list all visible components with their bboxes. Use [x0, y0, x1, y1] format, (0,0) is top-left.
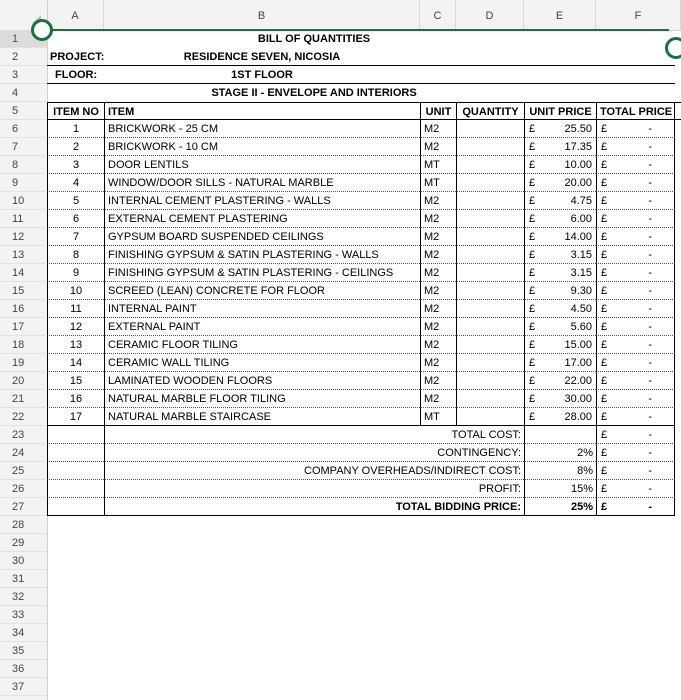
unit-price-value: 25.50 [564, 123, 592, 135]
item-name-cell[interactable]: SCREED (LEAN) CONCRETE FOR FLOOR [104, 282, 420, 300]
currency-symbol: £ [601, 357, 608, 369]
summary-row [47, 480, 681, 498]
summary-percent[interactable]: 8% [524, 462, 596, 480]
currency-symbol: £ [601, 393, 608, 405]
row-header[interactable]: 33 [0, 606, 47, 624]
project-row-blank[interactable] [420, 48, 675, 66]
total-price-cell[interactable] [596, 138, 675, 156]
quantity-cell[interactable] [456, 300, 524, 318]
summary-blank-cell[interactable] [47, 498, 104, 516]
summary-label[interactable]: COMPANY OVERHEADS/INDIRECT COST: [104, 462, 524, 480]
currency-symbol: £ [529, 411, 536, 423]
currency-symbol: £ [601, 249, 608, 261]
item-name-cell[interactable]: NATURAL MARBLE FLOOR TILING [104, 390, 420, 408]
title-row [47, 30, 681, 48]
currency-symbol: £ [601, 267, 608, 279]
row-header[interactable]: 35 [0, 642, 47, 660]
header-item-no[interactable]: ITEM NO [47, 103, 104, 121]
project-row [47, 48, 681, 66]
unit-cell[interactable]: M2 [420, 354, 456, 372]
total-price-cell[interactable] [596, 408, 675, 426]
summary-total-cell[interactable] [596, 426, 675, 444]
unit-cell[interactable]: M2 [420, 336, 456, 354]
row-header[interactable]: 11 [0, 210, 47, 228]
summary-blank-cell[interactable] [47, 480, 104, 498]
row-header[interactable]: 7 [0, 138, 47, 156]
currency-symbol: £ [601, 501, 608, 513]
unit-price-cell[interactable] [524, 282, 596, 300]
item-name-cell[interactable]: GYPSUM BOARD SUSPENDED CEILINGS [104, 228, 420, 246]
table-row [47, 228, 681, 246]
total-price-value: - [648, 321, 652, 333]
row-header[interactable]: 20 [0, 372, 47, 390]
total-price-cell[interactable] [596, 120, 675, 138]
item-no-cell[interactable]: 8 [47, 246, 104, 264]
item-no-cell[interactable]: 9 [47, 264, 104, 282]
item-name-cell[interactable]: NATURAL MARBLE STAIRCASE [104, 408, 420, 426]
currency-symbol: £ [529, 231, 536, 243]
item-name-cell[interactable]: INTERNAL PAINT [104, 300, 420, 318]
row-header[interactable]: 25 [0, 462, 47, 480]
summary-percent[interactable]: 2% [524, 444, 596, 462]
summary-percent[interactable]: 15% [524, 480, 596, 498]
unit-price-cell[interactable] [524, 210, 596, 228]
project-value[interactable]: RESIDENCE SEVEN, NICOSIA [104, 48, 420, 66]
row-header[interactable]: 10 [0, 192, 47, 210]
item-name-cell[interactable]: EXTERNAL CEMENT PLASTERING [104, 210, 420, 228]
currency-symbol: £ [529, 159, 536, 171]
item-no-cell[interactable]: 12 [47, 318, 104, 336]
currency-symbol: £ [601, 231, 608, 243]
row-header[interactable]: 9 [0, 174, 47, 192]
unit-price-value: 20.00 [564, 177, 592, 189]
item-name-cell[interactable]: LAMINATED WOODEN FLOORS [104, 372, 420, 390]
total-price-value: - [648, 159, 652, 171]
summary-total-value: - [648, 465, 652, 477]
item-name-cell[interactable]: EXTERNAL PAINT [104, 318, 420, 336]
summary-percent[interactable]: 25% [524, 498, 596, 516]
unit-price-value: 3.15 [570, 267, 592, 279]
summary-total-cell[interactable] [596, 462, 675, 480]
summary-percent[interactable] [524, 426, 596, 444]
selection-border [47, 29, 669, 31]
row-header[interactable]: 32 [0, 588, 47, 606]
unit-price-cell[interactable] [524, 336, 596, 354]
quantity-cell[interactable] [456, 336, 524, 354]
unit-cell[interactable]: M2 [420, 390, 456, 408]
quantity-cell[interactable] [456, 408, 524, 426]
currency-symbol: £ [529, 285, 536, 297]
header-unit-price[interactable]: UNIT PRICE [524, 103, 596, 121]
item-no-cell[interactable]: 17 [47, 408, 104, 426]
unit-cell[interactable]: M2 [420, 372, 456, 390]
item-no-cell[interactable]: 1 [47, 120, 104, 138]
item-no-cell[interactable]: 16 [47, 390, 104, 408]
total-price-cell[interactable] [596, 246, 675, 264]
row-header[interactable]: 2 [0, 48, 47, 66]
row-header[interactable]: 28 [0, 516, 47, 534]
row-header[interactable]: 15 [0, 282, 47, 300]
unit-price-value: 4.50 [570, 303, 592, 315]
quantity-cell[interactable] [456, 138, 524, 156]
currency-symbol: £ [529, 267, 536, 279]
total-price-value: - [648, 267, 652, 279]
row-header[interactable]: 16 [0, 300, 47, 318]
item-no-cell[interactable]: 2 [47, 138, 104, 156]
currency-symbol: £ [529, 303, 536, 315]
table-row [47, 210, 681, 228]
summary-row [47, 444, 681, 462]
total-price-cell[interactable] [596, 354, 675, 372]
unit-cell[interactable]: M2 [420, 210, 456, 228]
currency-symbol: £ [601, 447, 608, 459]
item-no-cell[interactable]: 15 [47, 372, 104, 390]
floor-label[interactable]: FLOOR: [47, 66, 104, 84]
currency-symbol: £ [529, 321, 536, 333]
header-quantity[interactable]: QUANTITY [456, 103, 524, 121]
floor-row-blank[interactable] [420, 66, 675, 84]
unit-cell[interactable]: M2 [420, 138, 456, 156]
summary-label[interactable]: PROFIT: [104, 480, 524, 498]
total-price-value: - [648, 357, 652, 369]
unit-price-value: 28.00 [564, 411, 592, 423]
currency-symbol: £ [529, 123, 536, 135]
total-price-value: - [648, 231, 652, 243]
row-header[interactable]: 30 [0, 552, 47, 570]
currency-symbol: £ [601, 303, 608, 315]
summary-total-cell[interactable] [596, 480, 675, 498]
row-header[interactable]: 18 [0, 336, 47, 354]
row-header[interactable]: 3 [0, 66, 47, 84]
column-header-b[interactable]: B [104, 0, 420, 30]
unit-cell[interactable]: M2 [420, 228, 456, 246]
currency-symbol: £ [529, 393, 536, 405]
table-row [47, 282, 681, 300]
summary-blank-cell[interactable] [47, 426, 104, 444]
unit-price-value: 4.75 [570, 195, 592, 207]
table-row [47, 246, 681, 264]
total-price-value: - [648, 339, 652, 351]
unit-price-value: 17.35 [564, 141, 592, 153]
unit-price-value: 5.60 [570, 321, 592, 333]
row-header[interactable]: 5 [0, 102, 47, 120]
quantity-cell[interactable] [456, 354, 524, 372]
stage-row [47, 84, 681, 102]
total-price-cell[interactable] [596, 300, 675, 318]
row-header[interactable]: 4 [0, 84, 47, 102]
unit-price-value: 3.15 [570, 249, 592, 261]
currency-symbol: £ [601, 123, 608, 135]
unit-price-cell[interactable] [524, 408, 596, 426]
table-row [47, 408, 681, 426]
item-no-cell[interactable]: 3 [47, 156, 104, 174]
unit-price-value: 15.00 [564, 339, 592, 351]
total-price-cell[interactable] [596, 336, 675, 354]
column-header-f[interactable]: F [596, 0, 681, 30]
item-no-cell[interactable]: 13 [47, 336, 104, 354]
unit-price-cell[interactable] [524, 174, 596, 192]
row-header[interactable]: 26 [0, 480, 47, 498]
unit-price-cell[interactable] [524, 120, 596, 138]
column-header-e[interactable]: E [524, 0, 596, 30]
table-header-row [47, 102, 681, 120]
unit-price-cell[interactable] [524, 246, 596, 264]
total-price-value: - [648, 303, 652, 315]
total-price-value: - [648, 375, 652, 387]
header-unit[interactable]: UNIT [420, 103, 456, 121]
column-header-a[interactable]: A [47, 0, 104, 30]
column-header-d[interactable]: D [456, 0, 524, 30]
row-header[interactable]: 27 [0, 498, 47, 516]
item-no-cell[interactable]: 10 [47, 282, 104, 300]
unit-cell[interactable]: MT [420, 156, 456, 174]
summary-total-value: - [648, 483, 652, 495]
total-price-cell[interactable] [596, 264, 675, 282]
currency-symbol: £ [601, 429, 608, 441]
unit-price-cell[interactable] [524, 318, 596, 336]
table-row [47, 192, 681, 210]
item-name-cell[interactable]: WINDOW/DOOR SILLS - NATURAL MARBLE [104, 174, 420, 192]
quantity-cell[interactable] [456, 228, 524, 246]
item-no-cell[interactable]: 14 [47, 354, 104, 372]
item-no-cell[interactable]: 7 [47, 228, 104, 246]
item-name-cell[interactable]: DOOR LENTILS [104, 156, 420, 174]
row-header[interactable]: 36 [0, 660, 47, 678]
currency-symbol: £ [601, 213, 608, 225]
currency-symbol: £ [601, 411, 608, 423]
currency-symbol: £ [529, 357, 536, 369]
quantity-cell[interactable] [456, 264, 524, 282]
table-row [47, 264, 681, 282]
total-price-cell[interactable] [596, 210, 675, 228]
currency-symbol: £ [529, 141, 536, 153]
unit-price-value: 6.00 [570, 213, 592, 225]
summary-blank-cell[interactable] [47, 462, 104, 480]
item-name-cell[interactable]: BRICKWORK - 10 CM [104, 138, 420, 156]
row-header[interactable]: 23 [0, 426, 47, 444]
unit-price-value: 10.00 [564, 159, 592, 171]
currency-symbol: £ [529, 249, 536, 261]
unit-cell[interactable]: M2 [420, 282, 456, 300]
floor-value[interactable]: 1ST FLOOR [104, 66, 420, 84]
item-no-cell[interactable]: 11 [47, 300, 104, 318]
item-name-cell[interactable]: INTERNAL CEMENT PLASTERING - WALLS [104, 192, 420, 210]
total-price-value: - [648, 249, 652, 261]
row-header[interactable]: 37 [0, 678, 47, 696]
row-header[interactable]: 12 [0, 228, 47, 246]
item-no-cell[interactable]: 6 [47, 210, 104, 228]
summary-label[interactable]: CONTINGENCY: [104, 444, 524, 462]
row-header[interactable]: 31 [0, 570, 47, 588]
row-header[interactable]: 1 [0, 30, 47, 48]
table-row [47, 174, 681, 192]
summary-total-value: - [648, 429, 652, 441]
total-price-value: - [648, 195, 652, 207]
row-header[interactable]: 22 [0, 408, 47, 426]
unit-price-cell[interactable] [524, 354, 596, 372]
summary-total-cell[interactable] [596, 498, 675, 516]
column-header-bar [0, 0, 681, 31]
unit-price-cell[interactable] [524, 264, 596, 282]
item-name-cell[interactable]: BRICKWORK - 25 CM [104, 120, 420, 138]
unit-price-cell[interactable] [524, 156, 596, 174]
summary-row [47, 498, 681, 516]
summary-row [47, 462, 681, 480]
selection-handle-left[interactable] [31, 19, 53, 41]
unit-price-value: 14.00 [564, 231, 592, 243]
unit-price-cell[interactable] [524, 228, 596, 246]
quantity-cell[interactable] [456, 210, 524, 228]
column-header-c[interactable]: C [420, 0, 456, 30]
table-row [47, 354, 681, 372]
row-header[interactable]: 34 [0, 624, 47, 642]
row-header[interactable]: 6 [0, 120, 47, 138]
unit-cell[interactable]: M2 [420, 318, 456, 336]
table-row [47, 336, 681, 354]
unit-cell[interactable]: M2 [420, 264, 456, 282]
unit-price-cell[interactable] [524, 372, 596, 390]
currency-symbol: £ [529, 339, 536, 351]
total-price-value: - [648, 177, 652, 189]
table-row [47, 120, 681, 138]
currency-symbol: £ [601, 159, 608, 171]
total-price-cell[interactable] [596, 174, 675, 192]
row-header[interactable]: 24 [0, 444, 47, 462]
project-label[interactable]: PROJECT: [47, 48, 104, 66]
unit-price-value: 22.00 [564, 375, 592, 387]
total-price-value: - [648, 411, 652, 423]
currency-symbol: £ [601, 177, 608, 189]
currency-symbol: £ [529, 375, 536, 387]
summary-total-value: - [648, 447, 652, 459]
total-price-value: - [648, 123, 652, 135]
total-price-value: - [648, 285, 652, 297]
item-no-cell[interactable]: 5 [47, 192, 104, 210]
quantity-cell[interactable] [456, 318, 524, 336]
unit-cell[interactable]: M2 [420, 246, 456, 264]
quantity-cell[interactable] [456, 174, 524, 192]
currency-symbol: £ [601, 195, 608, 207]
unit-cell[interactable]: MT [420, 174, 456, 192]
table-row [47, 372, 681, 390]
row-header[interactable]: 8 [0, 156, 47, 174]
unit-price-value: 30.00 [564, 393, 592, 405]
item-name-cell[interactable]: FINISHING GYPSUM & SATIN PLASTERING - WALLS [104, 246, 420, 264]
unit-cell[interactable]: M2 [420, 192, 456, 210]
selection-handle-right[interactable] [665, 37, 681, 59]
total-price-cell[interactable] [596, 372, 675, 390]
header-total-price[interactable]: TOTAL PRICE [596, 103, 675, 121]
unit-price-value: 9.30 [570, 285, 592, 297]
quantity-cell[interactable] [456, 192, 524, 210]
row-header-bar [0, 30, 48, 700]
currency-symbol: £ [529, 213, 536, 225]
currency-symbol: £ [601, 465, 608, 477]
summary-label[interactable]: TOTAL BIDDING PRICE: [104, 498, 524, 516]
summary-total-value: - [648, 501, 652, 513]
table-row [47, 318, 681, 336]
bill-title[interactable]: BILL OF QUANTITIES [257, 33, 371, 45]
quantity-cell[interactable] [456, 372, 524, 390]
item-name-cell[interactable]: CERAMIC WALL TILING [104, 354, 420, 372]
row-header[interactable]: 13 [0, 246, 47, 264]
total-price-cell[interactable] [596, 390, 675, 408]
total-price-cell[interactable] [596, 156, 675, 174]
total-price-value: - [648, 141, 652, 153]
unit-price-cell[interactable] [524, 390, 596, 408]
item-no-cell[interactable]: 4 [47, 174, 104, 192]
quantity-cell[interactable] [456, 156, 524, 174]
currency-symbol: £ [601, 321, 608, 333]
currency-symbol: £ [601, 141, 608, 153]
unit-price-value: 17.00 [564, 357, 592, 369]
total-price-value: - [648, 393, 652, 405]
quantity-cell[interactable] [456, 282, 524, 300]
unit-cell[interactable]: MT [420, 408, 456, 426]
total-price-cell[interactable] [596, 318, 675, 336]
unit-cell[interactable]: M2 [420, 300, 456, 318]
row-header[interactable]: 17 [0, 318, 47, 336]
table-row [47, 300, 681, 318]
stage-title[interactable]: STAGE II - ENVELOPE AND INTERIORS [211, 87, 417, 99]
row-header[interactable]: 29 [0, 534, 47, 552]
summary-blank-cell[interactable] [47, 444, 104, 462]
row-header[interactable]: 19 [0, 354, 47, 372]
summary-row [47, 426, 681, 444]
row-header[interactable]: 21 [0, 390, 47, 408]
unit-cell[interactable]: M2 [420, 120, 456, 138]
currency-symbol: £ [601, 483, 608, 495]
floor-row [47, 66, 681, 84]
total-price-cell[interactable] [596, 282, 675, 300]
currency-symbol: £ [601, 375, 608, 387]
quantity-cell[interactable] [456, 246, 524, 264]
currency-symbol: £ [529, 195, 536, 207]
table-row [47, 390, 681, 408]
quantity-cell[interactable] [456, 390, 524, 408]
header-item[interactable]: ITEM [104, 103, 420, 121]
summary-total-cell[interactable] [596, 444, 675, 462]
total-price-cell[interactable] [596, 228, 675, 246]
quantity-cell[interactable] [456, 120, 524, 138]
table-row [47, 138, 681, 156]
row-header[interactable]: 14 [0, 264, 47, 282]
unit-price-cell[interactable] [524, 138, 596, 156]
unit-price-cell[interactable] [524, 300, 596, 318]
currency-symbol: £ [529, 177, 536, 189]
item-name-cell[interactable]: CERAMIC FLOOR TILING [104, 336, 420, 354]
table-row [47, 156, 681, 174]
total-price-cell[interactable] [596, 192, 675, 210]
summary-label[interactable]: TOTAL COST: [104, 426, 524, 444]
item-name-cell[interactable]: FINISHING GYPSUM & SATIN PLASTERING - CEILINGS [104, 264, 420, 282]
total-price-value: - [648, 213, 652, 225]
currency-symbol: £ [601, 339, 608, 351]
unit-price-cell[interactable] [524, 192, 596, 210]
currency-symbol: £ [601, 285, 608, 297]
